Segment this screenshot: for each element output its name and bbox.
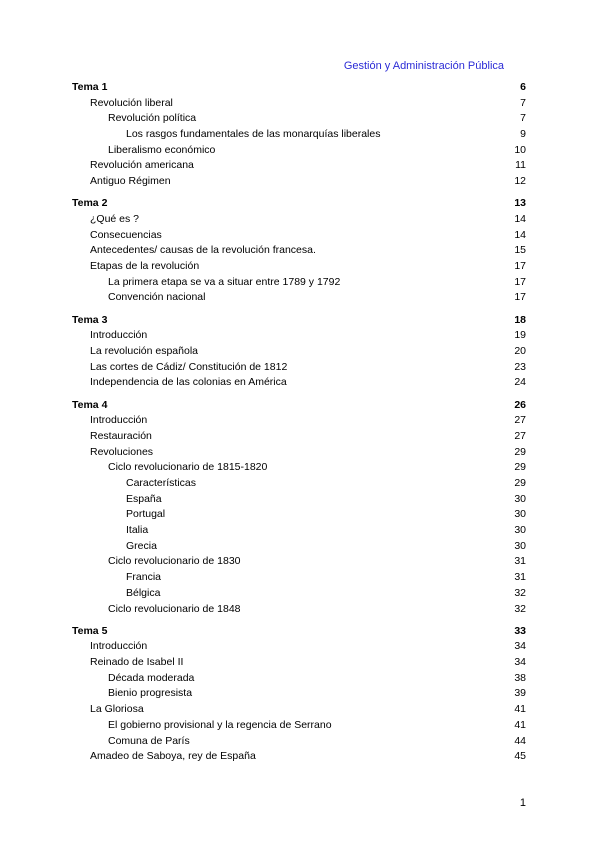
toc-entry-title: Convención nacional — [108, 291, 206, 304]
toc-entry-page: 32 — [514, 602, 526, 615]
toc-entry-title: Italia — [126, 524, 149, 537]
toc-entry-page: 44 — [514, 734, 526, 747]
toc-entry-row[interactable] — [72, 639, 526, 655]
toc-entry-page: 9 — [520, 128, 526, 141]
toc-chapter-row[interactable] — [72, 398, 526, 414]
toc-entry-title: Introducción — [90, 640, 148, 653]
toc-entry-row[interactable] — [72, 413, 526, 429]
toc-entry-row[interactable] — [72, 671, 526, 687]
page-number: 1 — [519, 797, 526, 809]
toc-entry-title: Introducción — [90, 414, 148, 427]
toc-entry-row[interactable] — [72, 290, 526, 306]
toc-entry-row[interactable] — [72, 702, 526, 718]
toc-entry-row[interactable] — [72, 228, 526, 244]
toc-entry-row[interactable] — [72, 539, 526, 555]
toc-entry-title: Tema 3 — [72, 313, 108, 326]
toc-entry-page: 39 — [514, 687, 526, 700]
toc-entry-page: 17 — [514, 291, 526, 304]
toc-entry-page: 45 — [514, 750, 526, 763]
toc-entry-row[interactable] — [72, 734, 526, 750]
toc-entry-row[interactable] — [72, 143, 526, 159]
toc-entry-page: 29 — [514, 477, 526, 489]
toc-entry-title: Reinado de Isabel II — [90, 656, 184, 669]
toc-entry-title: España — [126, 492, 162, 505]
toc-entry-row[interactable] — [72, 445, 526, 461]
toc-entry-row[interactable] — [72, 570, 526, 586]
toc-entry-page: 27 — [514, 429, 526, 442]
toc-entry-row[interactable] — [72, 275, 526, 291]
toc-entry-page: 17 — [514, 275, 526, 288]
toc-entry-row[interactable] — [72, 718, 526, 734]
toc-entry-title: Introducción — [90, 329, 148, 342]
toc-entry-row[interactable] — [72, 328, 526, 344]
toc-entry-page: 38 — [514, 671, 526, 684]
toc-entry-page: 30 — [514, 492, 526, 505]
toc-entry-page: 19 — [514, 329, 526, 342]
toc-entry-row[interactable] — [72, 259, 526, 275]
toc-entry-row[interactable] — [72, 360, 526, 376]
toc-entry-title: Tema 4 — [72, 398, 108, 411]
toc-entry-title: Francia — [126, 571, 162, 584]
toc-entry-page: 30 — [514, 539, 526, 552]
toc-entry-page: 29 — [514, 445, 526, 458]
toc-entry-title: Portugal — [126, 508, 166, 521]
toc-entry-row[interactable] — [72, 476, 526, 492]
toc-entry-page: 6 — [520, 81, 526, 93]
toc-entry-title: Comuna de París — [108, 734, 190, 747]
toc-entry-page: 26 — [514, 398, 526, 411]
toc-entry-row[interactable] — [72, 602, 526, 618]
toc-entry-page: 13 — [514, 197, 526, 210]
toc-entry-title: Bienio progresista — [108, 687, 193, 700]
toc-entry-title: Liberalismo económico — [108, 143, 216, 156]
toc-entry-title: Ciclo revolucionario de 1815-1820 — [108, 461, 268, 474]
toc-entry-page: 41 — [514, 703, 526, 716]
toc-entry-title: La Gloriosa — [90, 703, 144, 716]
toc-entry-page: 23 — [514, 360, 526, 373]
toc-entry-page: 12 — [514, 175, 526, 188]
toc-entry-row[interactable] — [72, 158, 526, 174]
document-header-title: Gestión y Administración Pública — [343, 60, 504, 72]
toc-entry-row[interactable] — [72, 375, 526, 391]
toc-entry-page: 14 — [514, 228, 526, 241]
toc-entry-title: Características — [126, 477, 197, 489]
toc-entry-page: 17 — [514, 260, 526, 273]
toc-entry-page: 7 — [520, 112, 526, 125]
toc-entry-page: 33 — [514, 624, 526, 637]
toc-entry-title: Tema 5 — [72, 624, 108, 637]
toc-entry-title: La primera etapa se va a situar entre 1789 y 1792 — [108, 275, 341, 288]
toc-chapter-row[interactable] — [72, 196, 526, 212]
toc-entry-row[interactable] — [72, 655, 526, 671]
toc-entry-page: 10 — [514, 143, 526, 156]
toc-entry-title: La revolución española — [90, 345, 198, 357]
toc-entry-title: Tema 2 — [72, 197, 108, 210]
toc-entry-page: 18 — [514, 313, 526, 326]
toc-entry-page: 34 — [514, 656, 526, 669]
toc-entry-title: Las cortes de Cádiz/ Constitución de 1812 — [90, 360, 288, 373]
toc-entry-row[interactable] — [72, 523, 526, 539]
toc-entry-row[interactable] — [72, 686, 526, 702]
toc-chapter-row[interactable] — [72, 80, 526, 96]
toc-entry-row[interactable] — [72, 492, 526, 508]
toc-entry-row[interactable] — [72, 96, 526, 112]
toc-entry-title: Década moderada — [108, 671, 195, 684]
toc-entry-page: 30 — [514, 508, 526, 521]
toc-entry-title: Los rasgos fundamentales de las monarquías liberales — [126, 128, 381, 141]
toc-entry-page: 34 — [514, 640, 526, 653]
toc-entry-title: Consecuencias — [90, 228, 162, 241]
toc-entry-row[interactable] — [72, 212, 526, 228]
toc-entry-row[interactable] — [72, 429, 526, 445]
toc-entry-page: 7 — [520, 96, 526, 109]
toc-entry-row[interactable] — [72, 174, 526, 190]
toc-entry-page: 27 — [514, 414, 526, 427]
toc-entry-page: 31 — [514, 555, 526, 568]
toc-entry-title: Restauración — [90, 429, 152, 442]
toc-entry-page: 15 — [514, 244, 526, 257]
toc-entry-row[interactable] — [72, 507, 526, 523]
toc-entry-page: 31 — [514, 571, 526, 584]
toc-entry-title: Etapas de la revolución — [90, 260, 200, 273]
toc-entry-title: Independencia de las colonias en América — [90, 376, 287, 389]
toc-entry-row[interactable] — [72, 243, 526, 259]
toc-entry-title: Revolución americana — [90, 159, 194, 172]
table-of-contents — [72, 80, 526, 765]
toc-entry-page: 29 — [514, 461, 526, 474]
toc-entry-title: ¿Qué es ? — [90, 213, 140, 225]
toc-entry-page: 14 — [514, 213, 526, 225]
toc-entry-title: Revolución liberal — [90, 96, 173, 109]
toc-entry-title: Amadeo de Saboya, rey de España — [90, 750, 256, 763]
toc-entry-page: 32 — [514, 586, 526, 599]
toc-entry-page: 11 — [515, 159, 526, 172]
toc-entry-title: Grecia — [126, 539, 157, 552]
toc-chapter-row[interactable] — [72, 624, 526, 640]
toc-entry-row[interactable] — [72, 344, 526, 360]
toc-entry-row[interactable] — [72, 460, 526, 476]
toc-entry-row[interactable] — [72, 749, 526, 765]
toc-entry-row[interactable] — [72, 127, 526, 143]
toc-entry-page: 41 — [514, 718, 526, 731]
toc-entry-row[interactable] — [72, 111, 526, 127]
toc-entry-page: 30 — [514, 524, 526, 537]
toc-entry-row[interactable] — [72, 554, 526, 570]
toc-entry-title: Tema 1 — [72, 81, 108, 93]
toc-entry-title: Bélgica — [126, 586, 161, 599]
toc-entry-title: Ciclo revolucionario de 1830 — [108, 555, 241, 568]
toc-chapter-row[interactable] — [72, 313, 526, 329]
toc-entry-title: El gobierno provisional y la regencia de Serrano — [108, 718, 332, 731]
toc-entry-page: 20 — [514, 345, 526, 357]
toc-entry-row[interactable] — [72, 586, 526, 602]
toc-entry-title: Revoluciones — [90, 445, 154, 458]
toc-entry-page: 24 — [514, 376, 526, 389]
toc-entry-title: Ciclo revolucionario de 1848 — [108, 602, 241, 615]
toc-entry-title: Antecedentes/ causas de la revolución francesa. — [90, 244, 316, 257]
toc-entry-title: Revolución política — [108, 112, 197, 125]
toc-entry-title: Antiguo Régimen — [90, 175, 171, 188]
